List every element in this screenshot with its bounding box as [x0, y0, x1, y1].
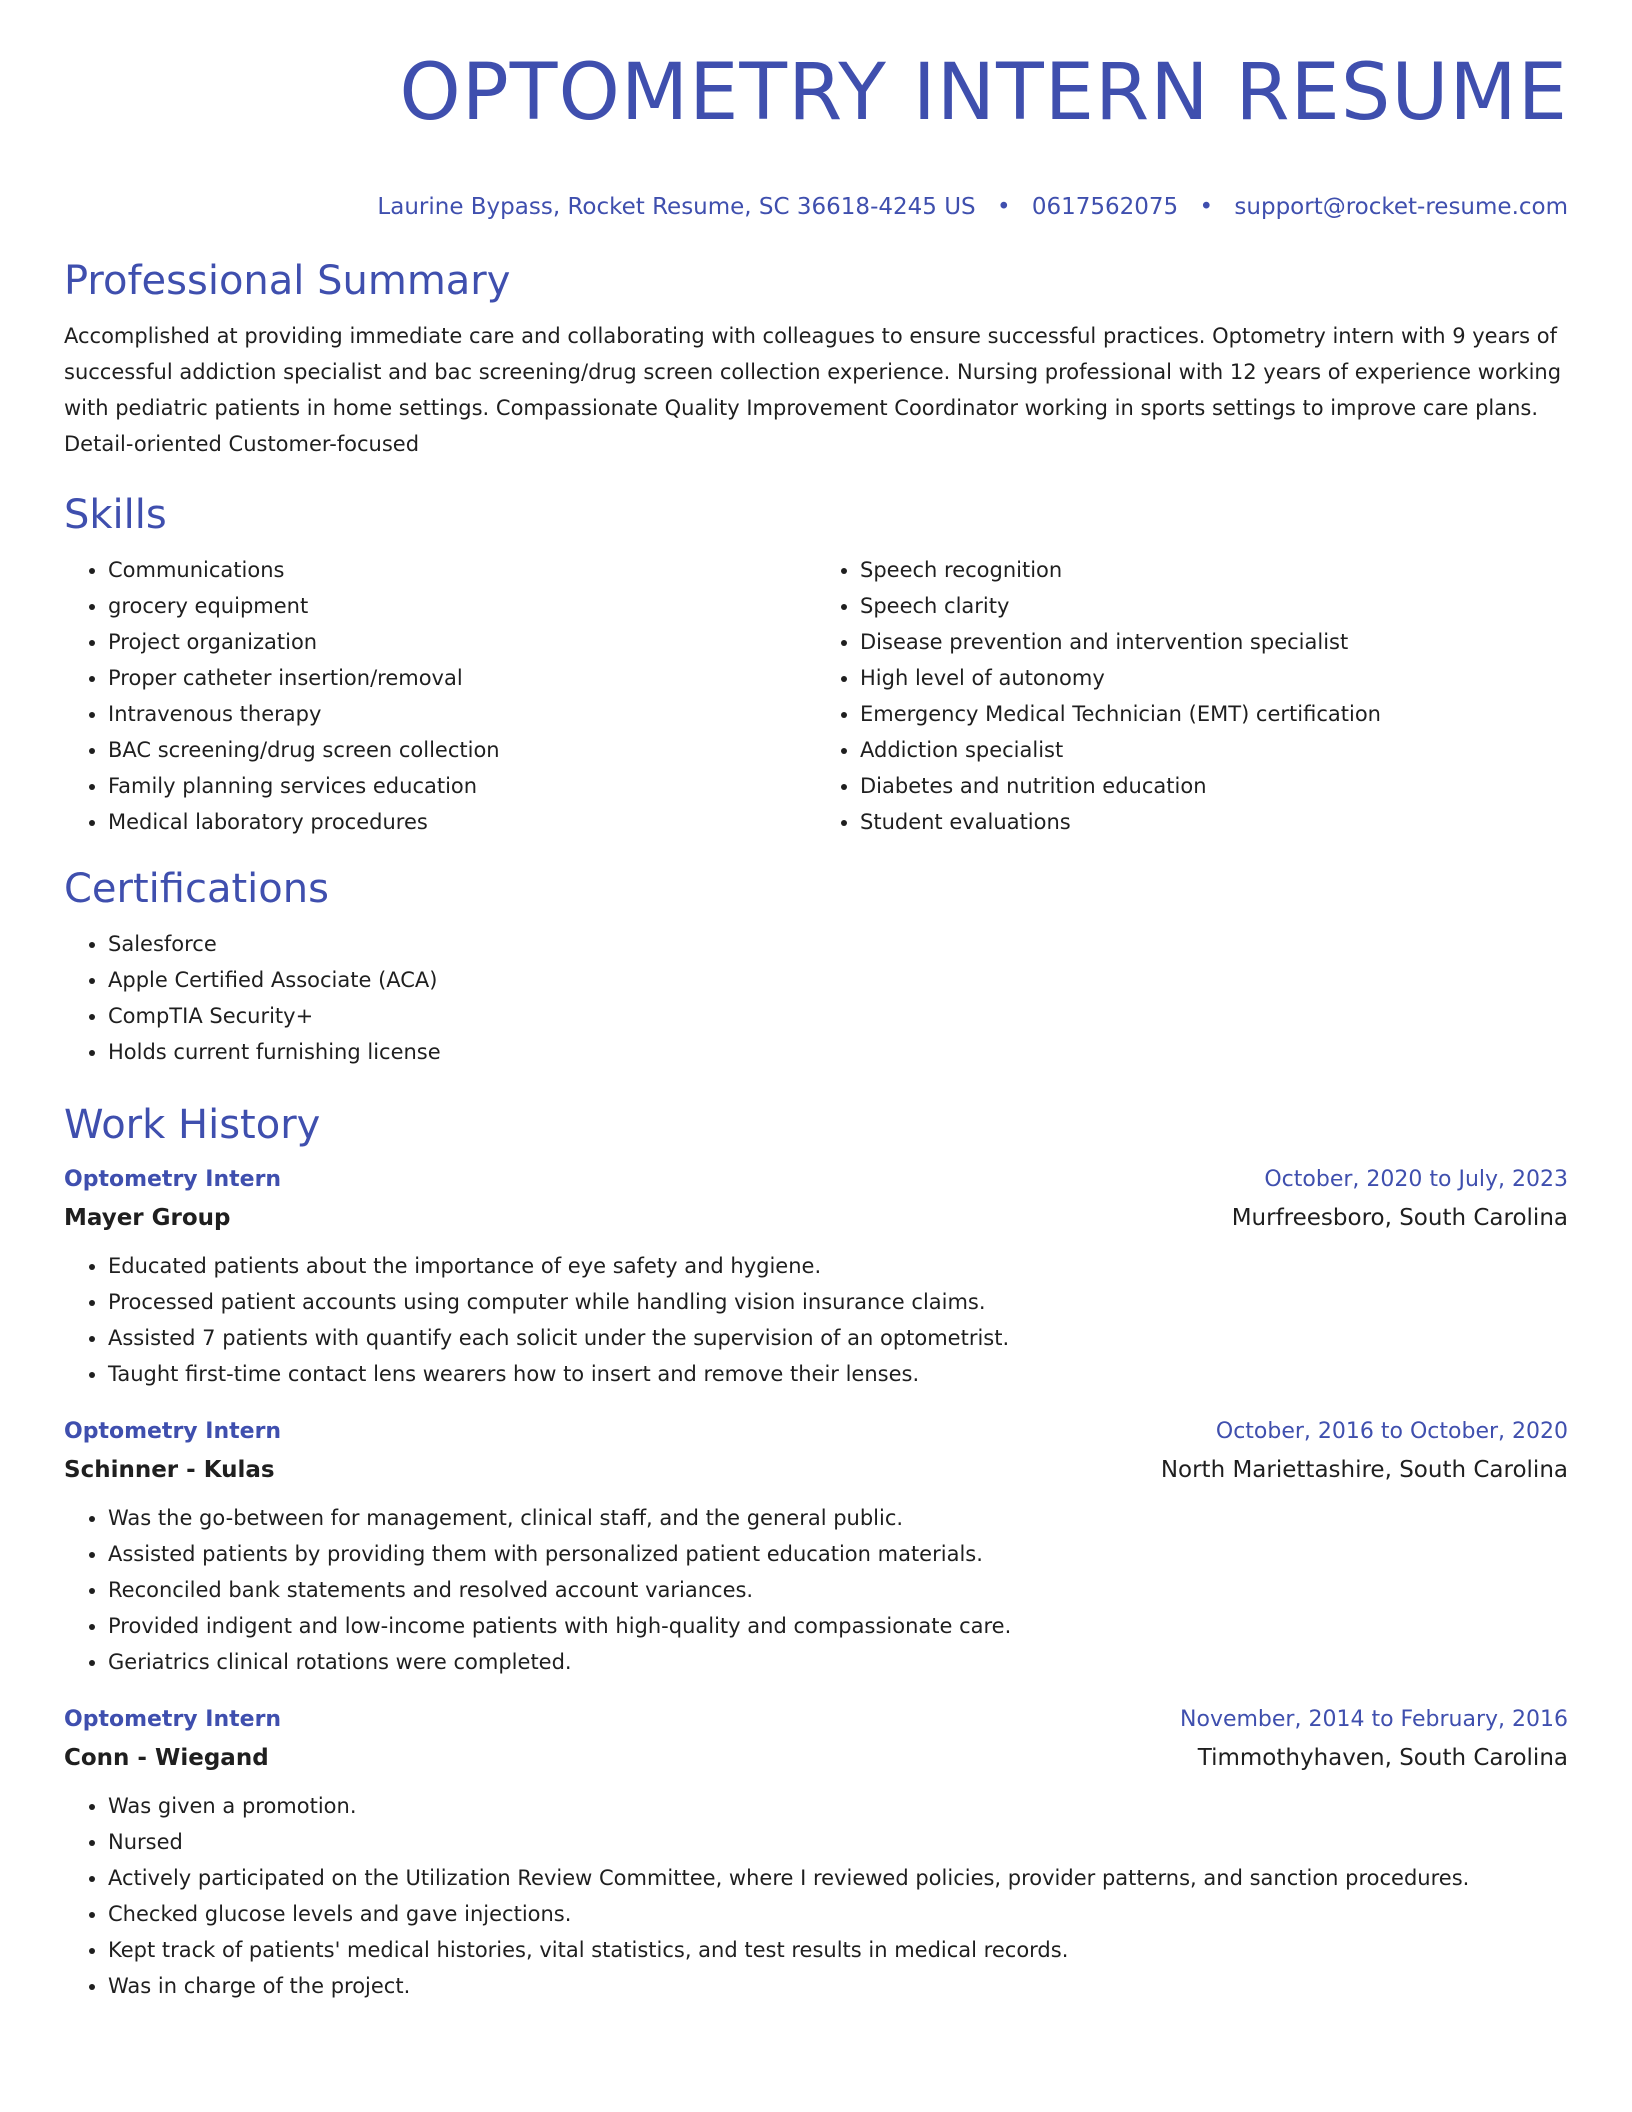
job-bullets — [64, 1248, 1568, 1392]
job-company: Schinner - Kulas — [64, 1457, 275, 1483]
skills-list-right — [816, 552, 1568, 840]
job-header-row — [64, 1702, 1568, 1738]
job-location: Timmothyhaven, South Carolina — [1197, 1745, 1568, 1771]
skills-list-left — [64, 552, 816, 840]
list-item: • Taught first-time contact lens wearers how to insert and remove their lenses. — [108, 1356, 1568, 1392]
list-item: • Emergency Medical Technician (EMT) certification — [860, 696, 1568, 732]
work-history-section — [64, 1100, 1568, 2004]
job-bullets — [64, 1500, 1568, 1680]
work-history-heading: Work History — [64, 1102, 321, 1148]
list-item: • Assisted 7 patients with quantify each solicit under the supervision of an optometrist. — [108, 1320, 1568, 1356]
phone: 0617562075 — [1031, 194, 1179, 220]
email: support@rocket-resume.com — [1234, 194, 1568, 220]
separator-dot: • — [996, 194, 1011, 220]
job-bullets — [64, 1788, 1568, 2004]
list-item: • Speech clarity — [860, 588, 1568, 624]
job-dates: October, 2020 to July, 2023 — [1264, 1167, 1568, 1192]
job-location: North Mariettashire, South Carolina — [1160, 1457, 1568, 1483]
job-title: Optometry Intern — [64, 1167, 282, 1192]
job-entry — [64, 1162, 1568, 1392]
list-item: • Addiction specialist — [860, 732, 1568, 768]
contact-line — [64, 192, 1568, 222]
list-item: • Was given a promotion. — [108, 1788, 1568, 1824]
list-item: • Salesforce — [108, 926, 1568, 962]
address: Laurine Bypass, Rocket Resume, SC 36618-4245 US — [377, 194, 976, 220]
job-company-row — [64, 1738, 1568, 1778]
list-item: • Project organization — [108, 624, 816, 660]
job-entry — [64, 1414, 1568, 1680]
list-item: • Actively participated on the Utilization Review Committee, where I reviewed policies, provider patterns, and sanction procedures. — [108, 1860, 1568, 1896]
list-item: • Intravenous therapy — [108, 696, 816, 732]
list-item: • Diabetes and nutrition education — [860, 768, 1568, 804]
job-company: Mayer Group — [64, 1205, 231, 1231]
list-item: • Provided indigent and low-income patients with high-quality and compassionate care. — [108, 1608, 1568, 1644]
job-location: Murfreesboro, South Carolina — [1231, 1205, 1568, 1231]
list-item: • Communications — [108, 552, 816, 588]
certifications-section — [64, 864, 1568, 1070]
list-item: • Checked glucose levels and gave injections. — [108, 1896, 1568, 1932]
job-title: Optometry Intern — [64, 1419, 282, 1444]
list-item: • Proper catheter insertion/removal — [108, 660, 816, 696]
summary-section — [64, 256, 1568, 462]
skills-columns — [64, 552, 1568, 840]
job-company: Conn - Wiegand — [64, 1745, 269, 1771]
job-dates: October, 2016 to October, 2020 — [1215, 1419, 1568, 1444]
list-item: • Educated patients about the importance of eye safety and hygiene. — [108, 1248, 1568, 1284]
list-item: • Student evaluations — [860, 804, 1568, 840]
list-item: • Medical laboratory procedures — [108, 804, 816, 840]
summary-text: Accomplished at providing immediate care and collaborating with colleagues to ensure successful practices. Optometry intern with 9 years of successful addiction specialist and bac screening/drug screen collection experience. Nursing professional with 12 years of experience working with pediatric patients in home settings. Compassionate Quality Improvement Coordinator working in sports settings to improve care plans. Detail-oriented Customer-focused — [64, 324, 1562, 456]
jobs-container — [64, 1162, 1568, 2004]
resume-title: OPTOMETRY INTERN RESUME — [399, 48, 1568, 138]
certifications-heading: Certifications — [64, 866, 329, 912]
list-item: • Was the go-between for management, clinical staff, and the general public. — [108, 1500, 1568, 1536]
list-item: • BAC screening/drug screen collection — [108, 732, 816, 768]
job-company-row — [64, 1198, 1568, 1238]
list-item: • Speech recognition — [860, 552, 1568, 588]
skills-heading: Skills — [64, 492, 167, 538]
list-item: • Holds current furnishing license — [108, 1034, 1568, 1070]
list-item: • CompTIA Security+ — [108, 998, 1568, 1034]
list-item: • Disease prevention and intervention specialist — [860, 624, 1568, 660]
job-entry — [64, 1702, 1568, 2004]
list-item: • Was in charge of the project. — [108, 1968, 1568, 2004]
job-header-row — [64, 1162, 1568, 1198]
list-item: • Family planning services education — [108, 768, 816, 804]
separator-dot: • — [1199, 194, 1214, 220]
summary-heading: Professional Summary — [64, 258, 511, 304]
list-item: • Processed patient accounts using computer while handling vision insurance claims. — [108, 1284, 1568, 1320]
skills-section — [64, 490, 1568, 840]
job-title: Optometry Intern — [64, 1707, 282, 1732]
list-item: • Nursed — [108, 1824, 1568, 1860]
list-item: • grocery equipment — [108, 588, 816, 624]
list-item: • High level of autonomy — [860, 660, 1568, 696]
job-company-row — [64, 1450, 1568, 1490]
job-dates: November, 2014 to February, 2016 — [1180, 1707, 1568, 1732]
list-item: • Apple Certified Associate (ACA) — [108, 962, 1568, 998]
job-header-row — [64, 1414, 1568, 1450]
list-item: • Reconciled bank statements and resolved account variances. — [108, 1572, 1568, 1608]
certifications-list — [64, 926, 1568, 1070]
list-item: • Assisted patients by providing them with personalized patient education materials. — [108, 1536, 1568, 1572]
list-item: • Kept track of patients' medical histories, vital statistics, and test results in medical records. — [108, 1932, 1568, 1968]
list-item: • Geriatrics clinical rotations were completed. — [108, 1644, 1568, 1680]
